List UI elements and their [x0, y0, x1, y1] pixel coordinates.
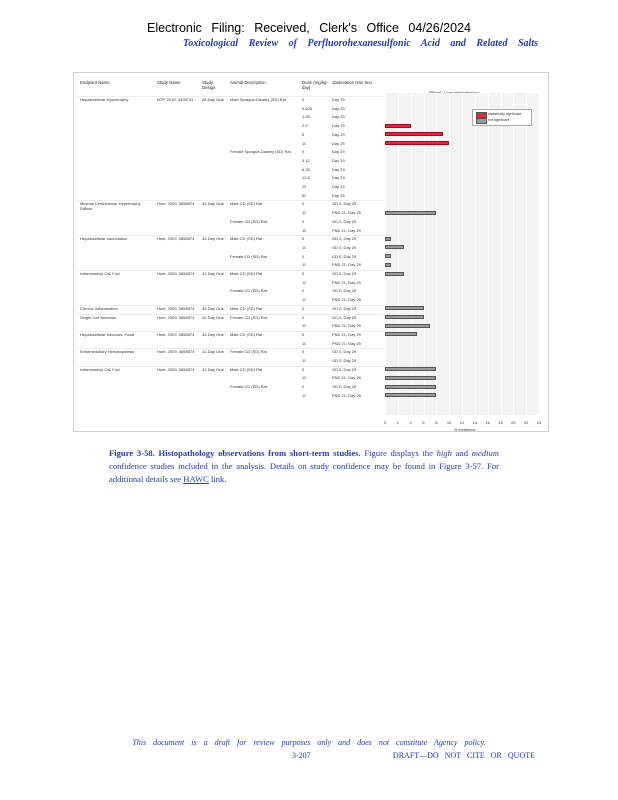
- bar-mark: [385, 272, 404, 276]
- cell-obs: Day 29: [332, 97, 345, 102]
- cell-obs: GD 0, Day 29: [332, 358, 357, 363]
- x-tick-label: 16: [485, 420, 490, 425]
- cell-obs: Day 29: [332, 184, 345, 189]
- cell-dose: 2.5: [302, 123, 308, 129]
- x-tick-label: 18: [498, 420, 503, 425]
- cell-obs: GD 0, Day 29: [332, 253, 357, 259]
- cell-endpoint: Hepatocellular Hypertrophy: [80, 97, 129, 102]
- cell-obs: GD 0, Day 29: [332, 305, 357, 311]
- bar-mark: [385, 315, 424, 319]
- cell-dose: 50: [302, 192, 307, 198]
- cell-obs: Day 29: [332, 192, 345, 198]
- x-tick-label: 22: [523, 420, 529, 425]
- grid-line: [513, 93, 514, 415]
- bar-mark: [385, 132, 443, 136]
- x-tick-label: 4: [409, 420, 412, 425]
- plot-area: [385, 93, 539, 415]
- caption-text-3: confidence studies included in the analysis. Details on study confidence may be found in Figure 3-57. For additional details see: [109, 461, 499, 484]
- cell-endpoint: Hepatocellular Vacuolation: [80, 236, 128, 242]
- cell-obs: GD 0, Day 29: [332, 271, 357, 276]
- bar-mark: [385, 306, 424, 310]
- cell-obs: PND 21, Day 29: [332, 210, 361, 216]
- x-tick-label: 24: [536, 420, 542, 425]
- cell-obs: GD 0, Day 29: [332, 288, 357, 294]
- legend-swatch-not-significant: [476, 118, 487, 124]
- cell-study: Hunt, 2009, 3858574: [157, 201, 195, 207]
- cell-dose: 10: [302, 210, 307, 216]
- caption-text-4: link.: [210, 474, 227, 484]
- cell-dose: 10: [302, 323, 307, 329]
- cell-design: 42-Day Oral: [202, 366, 224, 372]
- cell-dose: 0: [302, 218, 305, 224]
- cell-study: Hunt, 2009, 3858574: [157, 305, 195, 311]
- cell-obs: Day 29: [332, 105, 345, 111]
- cell-design: 42-Day Oral: [202, 201, 224, 207]
- cell-endpoint: Chronic Inflammation: [80, 305, 118, 311]
- cell-obs: GD 0, Day 29: [332, 384, 357, 390]
- cell-obs: PND 21, Day 29: [332, 375, 361, 381]
- cell-design: 42-Day Oral: [202, 305, 224, 311]
- cell-design: 42-Day Oral: [202, 331, 224, 337]
- cell-animal: Female CD (SD) Rat: [230, 349, 267, 355]
- cell-obs: GD 0, Day 29: [332, 349, 357, 355]
- cell-endpoint: Inflammatory Cell Foci: [80, 366, 120, 372]
- cell-study: Hunt, 2009, 3858574: [157, 349, 195, 355]
- cell-dose: 10: [302, 279, 307, 285]
- cell-dose: 1.25: [302, 114, 310, 120]
- cell-obs: GD 0, Day 29: [332, 236, 357, 242]
- grid-line: [539, 93, 540, 415]
- cell-design: 42-Day Oral: [202, 271, 224, 276]
- cell-obs: GD 0, Day 29: [332, 314, 357, 320]
- cell-obs: Day 29: [332, 175, 345, 181]
- caption-text-1: Figure displays the: [364, 448, 433, 458]
- bar-mark: [385, 332, 417, 336]
- cell-animal: Female Sprague-Dawley (SD) Rat: [230, 149, 291, 155]
- col-animal: Animal Description: [230, 80, 266, 85]
- x-axis-label: % incidence: [454, 427, 476, 432]
- cell-obs: PND 21, Day 29: [332, 262, 361, 268]
- cell-design: 28-Day Oral: [202, 97, 224, 102]
- cell-dose: 0: [302, 366, 305, 372]
- cell-animal: Female CD (SD) Rat: [230, 314, 267, 320]
- bar-mark: [385, 263, 391, 267]
- bar-mark: [385, 141, 449, 145]
- cell-obs: Day 29: [332, 149, 345, 155]
- grid-line: [526, 93, 527, 415]
- x-tick-label: 6: [422, 420, 425, 425]
- cell-animal: Female CD (SD) Rat: [230, 218, 267, 224]
- cell-obs: GD 0, Day 29: [332, 201, 357, 207]
- cell-dose: 12.5: [302, 175, 310, 181]
- legend-label-not-significant: not significant: [488, 118, 510, 122]
- cell-dose: 0: [302, 314, 305, 320]
- col-study: Study Name: [157, 80, 181, 85]
- cell-dose: 10: [302, 358, 307, 363]
- cell-dose: 0: [302, 253, 305, 259]
- cell-obs: PND 21, Day 29: [332, 340, 361, 346]
- bar-mark: [385, 211, 436, 215]
- cell-dose: 10: [302, 140, 307, 146]
- page-number: 3-207: [292, 751, 311, 760]
- cell-obs: PND 21, Day 29: [332, 297, 361, 303]
- bar-mark: [385, 385, 436, 389]
- x-tick-label: 10: [446, 420, 452, 425]
- cell-study: Hunt, 2009, 3858574: [157, 236, 195, 242]
- cell-dose: 6.25: [302, 166, 310, 172]
- bar-mark: [385, 367, 436, 371]
- bar-mark: [385, 376, 436, 380]
- bar-mark: [385, 254, 391, 258]
- cell-animal: Male CD (SD) Rat: [230, 331, 263, 337]
- figure-caption: [109, 447, 499, 486]
- cell-dose: 10: [302, 375, 307, 381]
- cell-animal: Female CD (SD) Rat: [230, 253, 267, 259]
- cell-animal: Male CD (SD) Rat: [230, 305, 263, 311]
- bar-mark: [385, 393, 436, 397]
- cell-obs: Day 29: [332, 157, 345, 163]
- running-title: Toxicological Review of Perfluorohexanesulfonic Acid and Related Salts: [183, 38, 538, 49]
- cell-dose: 25: [302, 184, 307, 189]
- cell-dose: 0: [302, 349, 305, 355]
- cell-animal: Male CD (SD) Rat: [230, 201, 263, 207]
- cell-obs: Day 29: [332, 131, 345, 137]
- cell-dose: 0: [302, 288, 305, 294]
- cell-obs: GD 0, Day 29: [332, 366, 357, 372]
- col-obs: observation time text: [332, 80, 372, 85]
- chart-legend: [472, 109, 532, 126]
- draft-notice: DRAFT—DO NOT CITE OR QUOTE: [392, 751, 535, 760]
- cell-obs: Day 29: [332, 123, 345, 129]
- cell-obs: GD 0, Day 29: [332, 244, 357, 250]
- bar-mark: [385, 245, 404, 249]
- cell-obs: PND 21, Day 29: [332, 331, 361, 337]
- cell-design: 42-Day Oral: [202, 236, 224, 242]
- bar-mark: [385, 124, 411, 128]
- cell-endpoint: Single-Cell Necrosis: [80, 314, 117, 320]
- cell-study: Hunt, 2009, 3858574: [157, 331, 195, 337]
- cell-dose: 0: [302, 271, 305, 276]
- cell-dose: 0: [302, 97, 305, 102]
- filing-stamp: Electronic Filing: Received, Clerk's Office 04/26/2024: [147, 21, 471, 35]
- grid-line: [501, 93, 502, 415]
- cell-design: 42-Day Oral: [202, 314, 224, 320]
- cell-dose: 0: [302, 305, 305, 311]
- cell-endpoint: Hepatocellular Necrosis, Focal: [80, 331, 135, 337]
- x-tick-label: 12: [459, 420, 465, 425]
- caption-medium: medium: [471, 448, 499, 458]
- grid-line: [462, 93, 463, 415]
- grid-line: [488, 93, 489, 415]
- cell-study: Hunt, 2009, 3858574: [157, 366, 195, 372]
- cell-dose: 0: [302, 384, 305, 390]
- cell-obs: PND 21, Day 29: [332, 323, 361, 329]
- x-tick-label: 0: [383, 420, 387, 425]
- hawc-link[interactable]: HAWC: [183, 474, 209, 484]
- cell-obs: Day 29: [332, 114, 345, 120]
- cell-dose: 0.625: [302, 105, 313, 111]
- cell-study: Hunt, 2009, 3858574: [157, 271, 195, 276]
- col-design: Study Design: [202, 80, 216, 90]
- cell-design: 42-Day Oral: [202, 349, 224, 355]
- x-tick-label: 14: [472, 420, 478, 425]
- cell-dose: 3.12: [302, 157, 310, 163]
- bar-mark: [385, 237, 391, 241]
- cell-animal: Male CD (SD) Rat: [230, 271, 263, 276]
- caption-high: high: [436, 448, 452, 458]
- grid-line: [449, 93, 450, 415]
- cell-animal: Female CD (SD) Rat: [230, 288, 267, 294]
- cell-obs: PND 21, Day 29: [332, 279, 361, 285]
- cell-dose: 0: [302, 201, 305, 207]
- cell-dose: 5: [302, 131, 305, 137]
- col-dose: Dose (mg/kg-day): [302, 80, 328, 90]
- cell-study: Hunt, 2009, 3858574: [157, 314, 195, 320]
- cell-obs: Day 29: [332, 140, 345, 146]
- bar-mark: [385, 324, 430, 328]
- cell-study: NTP, 2018, 4309741: [157, 97, 194, 102]
- cell-dose: 0: [302, 149, 305, 155]
- caption-text-2: and: [455, 448, 469, 458]
- cell-endpoint: Minimal Centrilobular Hypertrophy, Diffuse: [80, 201, 142, 212]
- cell-obs: Day 29: [332, 166, 345, 172]
- cell-obs: GD 0, Day 29: [332, 218, 357, 224]
- figure-panel: [73, 72, 549, 432]
- cell-animal: Male CD (SD) Rat: [230, 236, 263, 242]
- cell-obs: PND 21, Day 29: [332, 227, 361, 233]
- cell-dose: 0: [302, 236, 305, 242]
- cell-animal: Male Sprague-Dawley (SD) Rat: [230, 97, 287, 102]
- cell-dose: 10: [302, 244, 307, 250]
- cell-endpoint: Inflammatory Cell Foci: [80, 271, 120, 276]
- legend-label-significant: statistically significant: [488, 112, 522, 116]
- draft-disclaimer: This document is a draft for review purposes only and does not constitute Agency policy.: [132, 738, 486, 747]
- x-tick-label: 2: [396, 420, 399, 425]
- cell-dose: 10: [302, 392, 307, 398]
- cell-dose: 0: [302, 331, 305, 337]
- x-tick-label: 8: [435, 420, 438, 425]
- x-tick-label: 20: [511, 420, 516, 425]
- cell-animal: Female CD (SD) Rat: [230, 384, 267, 390]
- grid-line: [475, 93, 476, 415]
- cell-dose: 10: [302, 262, 307, 268]
- cell-dose: 10: [302, 227, 307, 233]
- cell-dose: 10: [302, 297, 307, 303]
- cell-dose: 10: [302, 340, 307, 346]
- cell-obs: PND 21, Day 29: [332, 392, 361, 398]
- col-endpoint: Endpoint Name: [80, 80, 110, 85]
- cell-endpoint: Extramedullary Hematopoiesis: [80, 349, 135, 355]
- figure-label: Figure 3-58. Histopathology observations from short-term studies.: [109, 448, 361, 458]
- cell-animal: Male CD (SD) Rat: [230, 366, 263, 372]
